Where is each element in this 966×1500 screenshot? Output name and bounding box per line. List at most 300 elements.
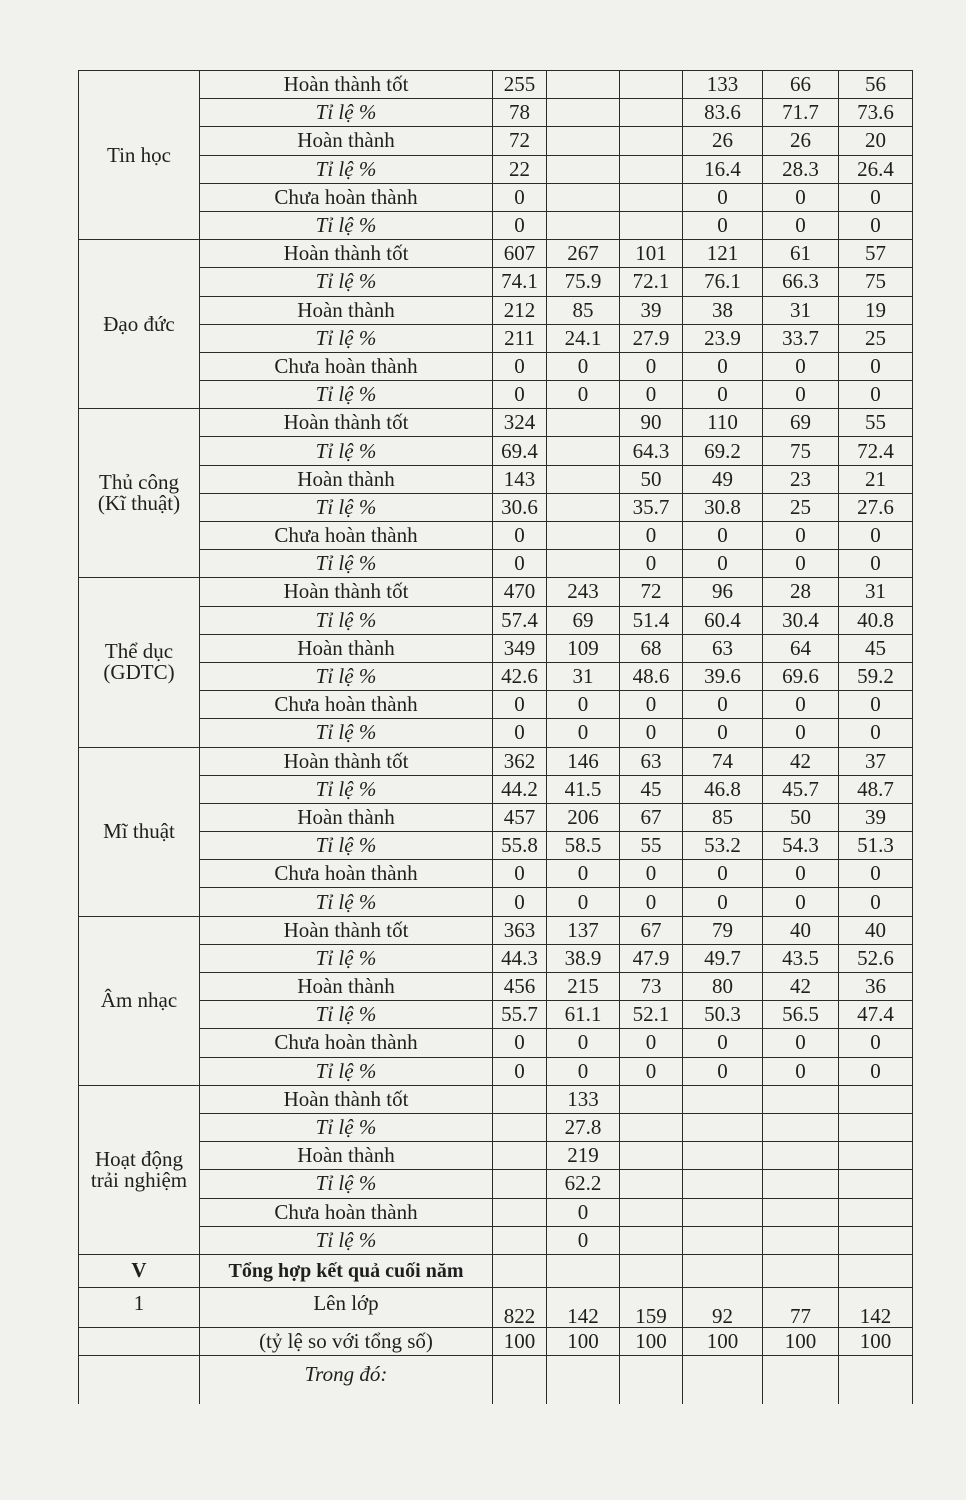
value-cell: 72 (620, 578, 683, 606)
value-cell (763, 1198, 839, 1226)
value-cell: 0 (763, 381, 839, 409)
value-cell: 0 (620, 1029, 683, 1057)
value-cell: 27.9 (620, 324, 683, 352)
value-cell: 76.1 (683, 268, 763, 296)
value-cell: 0 (839, 691, 913, 719)
value-cell: 41.5 (547, 775, 620, 803)
value-cell (683, 1170, 763, 1198)
value-cell: 36 (839, 973, 913, 1001)
table-row (79, 1001, 913, 1029)
value-cell (547, 437, 620, 465)
value-cell: 48.6 (620, 662, 683, 690)
value-cell: 0 (620, 860, 683, 888)
value-cell: 0 (493, 691, 547, 719)
value-cell: 211 (493, 324, 547, 352)
section-v-row (79, 1254, 913, 1287)
criterion-label: Tỉ lệ % (200, 662, 493, 690)
value-cell (839, 1170, 913, 1198)
value-cell: 31 (763, 296, 839, 324)
criterion-label: Chưa hoàn thành (200, 1198, 493, 1226)
value-cell: 33.7 (763, 324, 839, 352)
value-cell: 121 (683, 240, 763, 268)
value-cell: 267 (547, 240, 620, 268)
value-cell: 0 (763, 1029, 839, 1057)
value-cell: 0 (620, 888, 683, 916)
value-cell: 109 (547, 634, 620, 662)
criterion-label: Tỉ lệ % (200, 1057, 493, 1085)
criterion-label: Chưa hoàn thành (200, 860, 493, 888)
value-cell: 0 (763, 183, 839, 211)
value-cell: 71.7 (763, 99, 839, 127)
value-cell: 470 (493, 578, 547, 606)
value-cell: 0 (683, 183, 763, 211)
value-cell: 0 (493, 550, 547, 578)
value-cell: 75 (839, 268, 913, 296)
value-cell: 69.6 (763, 662, 839, 690)
value-cell: 0 (547, 691, 620, 719)
value-cell: 37 (839, 747, 913, 775)
criterion-label: Tỉ lệ % (200, 888, 493, 916)
criterion-label: Hoàn thành tốt (200, 240, 493, 268)
criterion-label: Tỉ lệ % (200, 1113, 493, 1141)
value-cell: 0 (620, 522, 683, 550)
criterion-label: Tỉ lệ % (200, 550, 493, 578)
section-title: Tổng hợp kết quả cuối năm (200, 1254, 493, 1287)
value-cell: 31 (547, 662, 620, 690)
value-cell: 26.4 (839, 155, 913, 183)
value-cell: 35.7 (620, 493, 683, 521)
criterion-label: Hoàn thành tốt (200, 1085, 493, 1113)
value-cell (493, 1142, 547, 1170)
value-cell (547, 155, 620, 183)
value-cell: 50.3 (683, 1001, 763, 1029)
value-cell: 0 (683, 352, 763, 380)
promoted-value: 822 (493, 1287, 547, 1327)
subject-name (79, 916, 200, 1085)
subject-name-line: Hoạt động (94, 1146, 184, 1171)
value-cell: 62.2 (547, 1170, 620, 1198)
table-row (79, 211, 913, 239)
value-cell: 69.4 (493, 437, 547, 465)
value-cell: 0 (493, 1057, 547, 1085)
value-cell: 607 (493, 240, 547, 268)
value-cell (620, 1226, 683, 1254)
value-cell: 0 (839, 1029, 913, 1057)
value-cell: 45.7 (763, 775, 839, 803)
value-cell: 58.5 (547, 832, 620, 860)
value-cell (763, 1226, 839, 1254)
value-cell: 61 (763, 240, 839, 268)
table-row (79, 860, 913, 888)
value-cell (620, 127, 683, 155)
table-row (79, 522, 913, 550)
value-cell: 0 (493, 1029, 547, 1057)
value-cell: 101 (620, 240, 683, 268)
table-body (79, 71, 913, 1255)
value-cell: 19 (839, 296, 913, 324)
value-cell: 55 (620, 832, 683, 860)
value-cell (839, 1142, 913, 1170)
value-cell: 0 (683, 1029, 763, 1057)
ratio-label: (tỷ lệ so với tổng số) (200, 1327, 493, 1355)
summary-section (79, 1254, 913, 1404)
value-cell: 0 (839, 888, 913, 916)
criterion-label: Hoàn thành tốt (200, 71, 493, 99)
criterion-label: Chưa hoàn thành (200, 691, 493, 719)
value-cell: 0 (763, 691, 839, 719)
value-cell (683, 1085, 763, 1113)
value-cell: 74.1 (493, 268, 547, 296)
criterion-label: Hoàn thành (200, 634, 493, 662)
value-cell: 27.8 (547, 1113, 620, 1141)
value-cell: 52.6 (839, 944, 913, 972)
value-cell: 0 (547, 1198, 620, 1226)
value-cell: 21 (839, 465, 913, 493)
value-cell (547, 211, 620, 239)
ratio-value: 100 (620, 1327, 683, 1355)
table-row (79, 493, 913, 521)
table-row (79, 268, 913, 296)
value-cell: 64.3 (620, 437, 683, 465)
value-cell: 66.3 (763, 268, 839, 296)
value-cell: 30.8 (683, 493, 763, 521)
value-cell: 39.6 (683, 662, 763, 690)
value-cell: 0 (683, 888, 763, 916)
value-cell (547, 71, 620, 99)
value-cell: 54.3 (763, 832, 839, 860)
value-cell: 0 (839, 719, 913, 747)
value-cell: 46.8 (683, 775, 763, 803)
value-cell: 0 (620, 550, 683, 578)
value-cell: 56 (839, 71, 913, 99)
value-cell: 83.6 (683, 99, 763, 127)
value-cell (839, 1085, 913, 1113)
subject-name (79, 578, 200, 747)
criterion-label: Hoàn thành tốt (200, 578, 493, 606)
value-cell: 79 (683, 916, 763, 944)
table-row (79, 183, 913, 211)
value-cell: 0 (763, 860, 839, 888)
value-cell (493, 1085, 547, 1113)
ratio-value: 100 (547, 1327, 620, 1355)
criterion-label: Tỉ lệ % (200, 437, 493, 465)
value-cell: 73.6 (839, 99, 913, 127)
value-cell: 0 (839, 381, 913, 409)
value-cell: 44.2 (493, 775, 547, 803)
value-cell: 50 (763, 803, 839, 831)
value-cell: 66 (763, 71, 839, 99)
table-row (79, 803, 913, 831)
value-cell: 0 (839, 522, 913, 550)
value-cell: 0 (620, 719, 683, 747)
value-cell: 55 (839, 409, 913, 437)
table-row (79, 1226, 913, 1254)
value-cell: 0 (683, 1057, 763, 1085)
value-cell: 0 (547, 860, 620, 888)
table-row (79, 1198, 913, 1226)
value-cell: 43.5 (763, 944, 839, 972)
value-cell: 40.8 (839, 606, 913, 634)
value-cell: 362 (493, 747, 547, 775)
results-table (78, 70, 913, 1404)
value-cell: 0 (763, 1057, 839, 1085)
table-row (79, 352, 913, 380)
value-cell (547, 99, 620, 127)
value-cell: 27.6 (839, 493, 913, 521)
value-cell: 0 (547, 381, 620, 409)
criterion-label: Hoàn thành (200, 1142, 493, 1170)
value-cell: 49.7 (683, 944, 763, 972)
value-cell: 52.1 (620, 1001, 683, 1029)
value-cell: 56.5 (763, 1001, 839, 1029)
value-cell: 0 (547, 1226, 620, 1254)
value-cell (839, 1113, 913, 1141)
criterion-label: Tỉ lệ % (200, 324, 493, 352)
table-row (79, 71, 913, 99)
table-row (79, 127, 913, 155)
promoted-value: 142 (839, 1287, 913, 1327)
ratio-value: 100 (763, 1327, 839, 1355)
value-cell: 0 (839, 211, 913, 239)
value-cell: 25 (763, 493, 839, 521)
value-cell: 212 (493, 296, 547, 324)
value-cell: 0 (493, 352, 547, 380)
value-cell (620, 1170, 683, 1198)
criterion-label: Tỉ lệ % (200, 606, 493, 634)
value-cell: 78 (493, 99, 547, 127)
value-cell: 30.4 (763, 606, 839, 634)
value-cell: 40 (839, 916, 913, 944)
value-cell (493, 1198, 547, 1226)
table-row (79, 662, 913, 690)
value-cell: 0 (683, 550, 763, 578)
value-cell: 143 (493, 465, 547, 493)
value-cell (620, 71, 683, 99)
value-cell: 26 (763, 127, 839, 155)
value-cell: 0 (493, 860, 547, 888)
value-cell: 0 (763, 719, 839, 747)
value-cell: 31 (839, 578, 913, 606)
value-cell: 0 (763, 522, 839, 550)
criterion-label: Hoàn thành tốt (200, 409, 493, 437)
table-row (79, 888, 913, 916)
value-cell: 0 (683, 860, 763, 888)
subject-name (79, 240, 200, 409)
criterion-label: Tỉ lệ % (200, 99, 493, 127)
value-cell: 73 (620, 973, 683, 1001)
value-cell: 55.7 (493, 1001, 547, 1029)
value-cell: 51.4 (620, 606, 683, 634)
value-cell: 0 (763, 550, 839, 578)
promoted-value: 159 (620, 1287, 683, 1327)
value-cell: 0 (620, 352, 683, 380)
value-cell: 48.7 (839, 775, 913, 803)
table-row (79, 240, 913, 268)
criterion-label: Tỉ lệ % (200, 381, 493, 409)
value-cell: 0 (620, 691, 683, 719)
value-cell: 72.1 (620, 268, 683, 296)
value-cell: 68 (620, 634, 683, 662)
value-cell: 90 (620, 409, 683, 437)
value-cell: 0 (839, 550, 913, 578)
value-cell: 28 (763, 578, 839, 606)
criterion-label: Hoàn thành (200, 296, 493, 324)
value-cell: 0 (547, 888, 620, 916)
value-cell (547, 493, 620, 521)
value-cell: 57 (839, 240, 913, 268)
value-cell: 30.6 (493, 493, 547, 521)
value-cell (839, 1198, 913, 1226)
value-cell (493, 1170, 547, 1198)
criterion-label: Hoàn thành tốt (200, 747, 493, 775)
table-row (79, 719, 913, 747)
value-cell: 80 (683, 973, 763, 1001)
value-cell (763, 1142, 839, 1170)
promoted-label: Lên lớp (200, 1287, 493, 1327)
value-cell: 74 (683, 747, 763, 775)
value-cell: 0 (493, 211, 547, 239)
value-cell: 456 (493, 973, 547, 1001)
subject-name-line: Mĩ thuật (103, 819, 175, 844)
criterion-label: Chưa hoàn thành (200, 1029, 493, 1057)
criterion-label: Chưa hoàn thành (200, 183, 493, 211)
value-cell: 23 (763, 465, 839, 493)
value-cell (763, 1113, 839, 1141)
criterion-label: Tỉ lệ % (200, 155, 493, 183)
value-cell: 85 (683, 803, 763, 831)
subject-name (79, 1085, 200, 1254)
value-cell (620, 183, 683, 211)
value-cell: 243 (547, 578, 620, 606)
value-cell: 457 (493, 803, 547, 831)
value-cell: 85 (547, 296, 620, 324)
section-number: V (79, 1254, 200, 1287)
table-row (79, 324, 913, 352)
value-cell: 72.4 (839, 437, 913, 465)
of-which-label: Trong đó: (200, 1356, 493, 1405)
value-cell: 206 (547, 803, 620, 831)
subject-name-line: trải nghiệm (90, 1167, 188, 1192)
value-cell: 24.1 (547, 324, 620, 352)
value-cell: 0 (763, 888, 839, 916)
value-cell: 44.3 (493, 944, 547, 972)
value-cell: 0 (547, 719, 620, 747)
table-row (79, 296, 913, 324)
value-cell: 53.2 (683, 832, 763, 860)
table-row (79, 99, 913, 127)
value-cell (683, 1198, 763, 1226)
value-cell: 61.1 (547, 1001, 620, 1029)
value-cell: 110 (683, 409, 763, 437)
subject-name-line: Tin học (107, 142, 171, 167)
ratio-value: 100 (839, 1327, 913, 1355)
ratio-row (79, 1327, 913, 1355)
subject-name (79, 409, 200, 578)
promoted-value: 142 (547, 1287, 620, 1327)
value-cell (547, 409, 620, 437)
value-cell (620, 1085, 683, 1113)
value-cell: 0 (620, 381, 683, 409)
of-which-row (79, 1356, 913, 1405)
value-cell: 60.4 (683, 606, 763, 634)
value-cell: 67 (620, 803, 683, 831)
value-cell: 133 (683, 71, 763, 99)
value-cell: 45 (839, 634, 913, 662)
table-row (79, 381, 913, 409)
value-cell: 57.4 (493, 606, 547, 634)
subject-name (79, 71, 200, 240)
value-cell: 324 (493, 409, 547, 437)
criterion-label: Tỉ lệ % (200, 1001, 493, 1029)
table-row (79, 747, 913, 775)
table-row (79, 973, 913, 1001)
value-cell: 0 (547, 352, 620, 380)
value-cell: 59.2 (839, 662, 913, 690)
value-cell: 349 (493, 634, 547, 662)
value-cell (493, 1113, 547, 1141)
value-cell: 0 (763, 211, 839, 239)
value-cell (620, 1198, 683, 1226)
value-cell: 215 (547, 973, 620, 1001)
value-cell: 0 (763, 352, 839, 380)
value-cell (547, 550, 620, 578)
table-row (79, 1142, 913, 1170)
criterion-label: Tỉ lệ % (200, 775, 493, 803)
table-row (79, 437, 913, 465)
value-cell: 0 (547, 1029, 620, 1057)
table-row (79, 691, 913, 719)
criterion-label: Tỉ lệ % (200, 268, 493, 296)
value-cell: 0 (620, 1057, 683, 1085)
value-cell: 96 (683, 578, 763, 606)
promoted-value: 92 (683, 1287, 763, 1327)
value-cell: 39 (839, 803, 913, 831)
criterion-label: Hoàn thành (200, 973, 493, 1001)
table-row (79, 550, 913, 578)
value-cell: 137 (547, 916, 620, 944)
criterion-label: Tỉ lệ % (200, 944, 493, 972)
value-cell: 146 (547, 747, 620, 775)
value-cell: 0 (547, 1057, 620, 1085)
criterion-label: Tỉ lệ % (200, 832, 493, 860)
table-row (79, 578, 913, 606)
value-cell: 39 (620, 296, 683, 324)
value-cell: 0 (683, 381, 763, 409)
value-cell: 69 (547, 606, 620, 634)
value-cell: 363 (493, 916, 547, 944)
value-cell: 55.8 (493, 832, 547, 860)
subject-name-line: Đạo đức (103, 311, 175, 336)
promoted-value: 77 (763, 1287, 839, 1327)
value-cell: 0 (839, 860, 913, 888)
value-cell: 22 (493, 155, 547, 183)
value-cell: 0 (493, 719, 547, 747)
value-cell: 0 (493, 888, 547, 916)
value-cell: 0 (839, 183, 913, 211)
subject-name (79, 747, 200, 916)
criterion-label: Tỉ lệ % (200, 1226, 493, 1254)
value-cell (547, 183, 620, 211)
item-number: 1 (79, 1287, 200, 1327)
subject-name-line: Âm nhạc (100, 988, 178, 1013)
table-row (79, 832, 913, 860)
subject-name-line: Thể dục (104, 639, 174, 664)
value-cell: 64 (763, 634, 839, 662)
value-cell (683, 1226, 763, 1254)
value-cell: 20 (839, 127, 913, 155)
table-row (79, 1057, 913, 1085)
value-cell (763, 1085, 839, 1113)
